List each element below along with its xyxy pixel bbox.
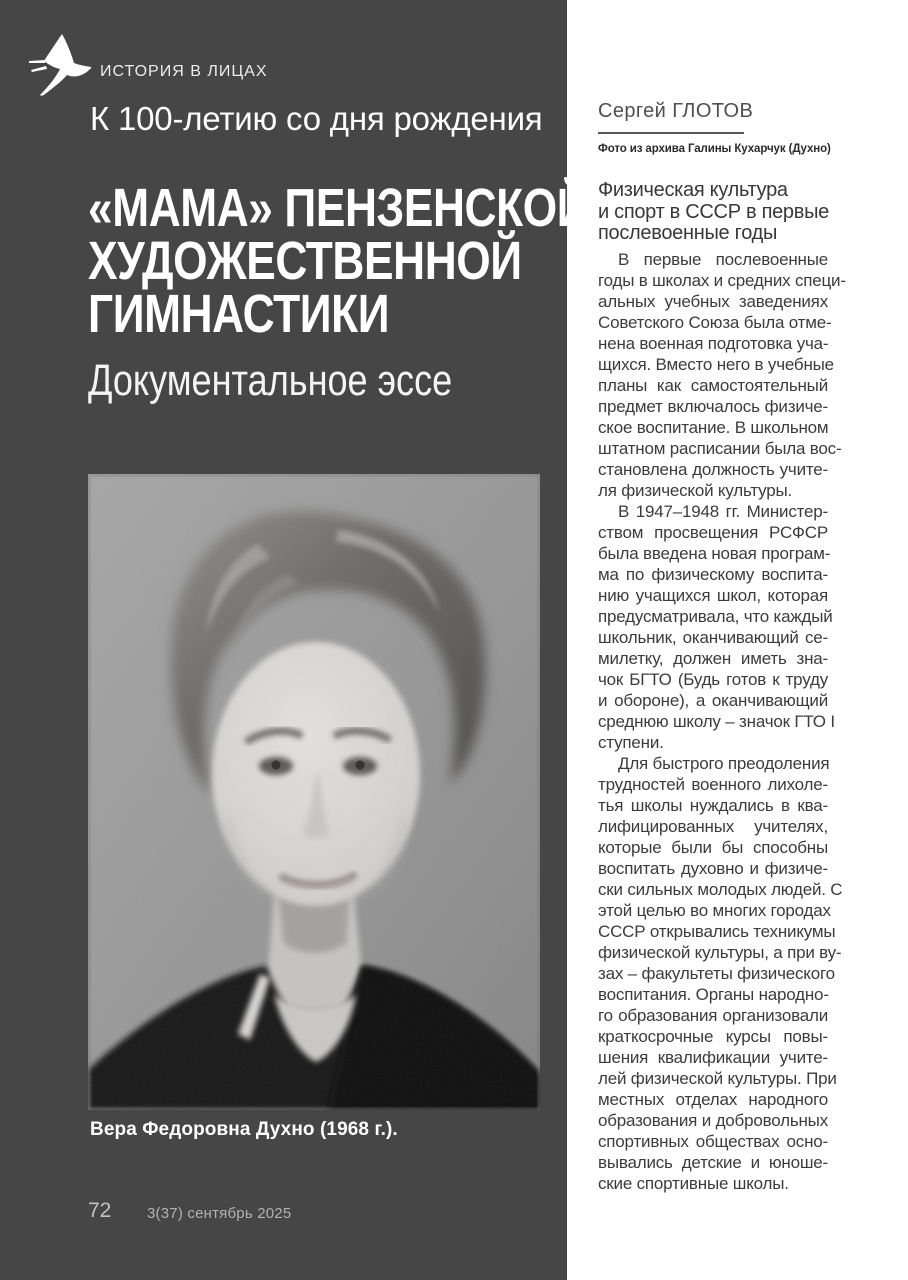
body-line: воспитания. Органы народно- xyxy=(598,984,829,1004)
body-line: лей физической культуры. При xyxy=(598,1068,837,1088)
body-line: которые были бы способны xyxy=(598,837,828,857)
body-line: местных отделах народного xyxy=(598,1089,828,1109)
body-line: трудностей военного лихоле- xyxy=(598,774,828,794)
title-line-3: ГИМНАСТИКИ xyxy=(88,284,390,344)
body-line: СССР открывались техникумы xyxy=(598,921,836,941)
body-line: нию учащихся школ, которая xyxy=(598,585,828,605)
body-line: го образования организовали xyxy=(598,1005,828,1025)
body-line: среднюю школу – значок ГТО I xyxy=(598,711,835,731)
issue-info: 3(37) сентябрь 2025 xyxy=(147,1205,292,1222)
body-line: и обороне), а оканчивающий xyxy=(598,690,828,710)
photo-caption: Вера Федоровна Духно (1968 г.). xyxy=(90,1119,398,1140)
body-line: В первые послевоенные xyxy=(618,249,828,269)
body-line: щихся. Вместо него в учебные xyxy=(598,354,834,374)
body-line: ством просвещения РСФСР xyxy=(598,522,828,542)
body-line: образования и добровольных xyxy=(598,1110,828,1130)
body-line: ское воспитание. В школьном xyxy=(598,417,829,437)
article-paragraph xyxy=(598,501,835,753)
body-line: спортивных обществах осно- xyxy=(598,1131,828,1151)
body-line: чок БГТО (Будь готов к труду xyxy=(598,669,828,689)
article-column xyxy=(598,100,846,1194)
section-label: ИСТОРИЯ В ЛИЦАХ xyxy=(100,63,268,80)
body-line: физической культуры, а при ву- xyxy=(598,942,842,962)
body-line: ски сильных молодых людей. С xyxy=(598,879,843,899)
article-paragraph xyxy=(598,249,846,501)
title-line-2: ХУДОЖЕСТВЕННОЙ xyxy=(88,231,522,291)
body-line: этой целью во многих городах xyxy=(598,900,831,920)
portrait-photo xyxy=(88,474,540,1110)
heading-line-1: Физическая культура xyxy=(598,179,788,201)
body-line: школьник, оканчивающий се- xyxy=(598,627,828,647)
title-line-1: «МАМА» ПЕНЗЕНСКОЙ xyxy=(88,178,589,238)
subtitle: Документальное эссе xyxy=(88,356,453,405)
body-line: милетку, должен иметь зна- xyxy=(598,648,828,668)
body-line: ля физической культуры. xyxy=(598,480,793,500)
body-line: нена военная подготовка уча- xyxy=(598,333,829,353)
body-line: становлена должность учите- xyxy=(598,459,828,479)
body-line: альных учебных заведениях xyxy=(598,291,828,311)
author-name: Сергей ГЛОТОВ xyxy=(598,100,754,122)
body-line: В 1947–1948 гг. Министер- xyxy=(618,501,828,521)
masthead xyxy=(28,34,268,96)
body-line: вывались детские и юноше- xyxy=(598,1152,828,1172)
photo-credit: Фото из архива Галины Кухарчук (Духно) xyxy=(598,143,831,155)
body-line: годы в школах и средних специ- xyxy=(598,270,846,290)
body-line: воспитать духовно и физиче- xyxy=(598,858,828,878)
body-line: зах – факультеты физического xyxy=(598,963,835,983)
heading-line-2: и спорт в СССР в первые xyxy=(598,200,829,223)
body-line: штатном расписании была вос- xyxy=(598,438,842,458)
body-line: предмет включалось физиче- xyxy=(598,396,828,416)
kicker: К 100-летию со дня рождения xyxy=(90,100,543,137)
body-line: планы как самостоятельный xyxy=(598,375,828,395)
page-number: 72 xyxy=(88,1199,112,1222)
author-rule xyxy=(598,132,744,134)
body-line: Советского Союза была отме- xyxy=(598,312,832,332)
article-paragraph xyxy=(598,753,843,1194)
body-line: была введена новая програм- xyxy=(598,543,831,563)
body-line: ступени. xyxy=(598,732,664,752)
body-line: ские спортивные школы. xyxy=(598,1173,789,1193)
body-line: шения квалификации учите- xyxy=(598,1047,828,1067)
body-line: тья школы нуждались в ква- xyxy=(598,795,828,815)
body-line: предусматривала, что каждый xyxy=(598,606,833,626)
swallow-icon xyxy=(28,34,92,96)
body-line: краткосрочные курсы повы- xyxy=(598,1026,828,1046)
body-line: ма по физическому воспита- xyxy=(598,564,828,584)
body-line: Для быстрого преодоления xyxy=(618,753,830,773)
heading-line-3: послевоенные годы xyxy=(598,222,778,244)
body-line: лифицированных учителях, xyxy=(598,816,828,836)
article-body xyxy=(598,249,846,1194)
section-heading xyxy=(598,180,828,245)
